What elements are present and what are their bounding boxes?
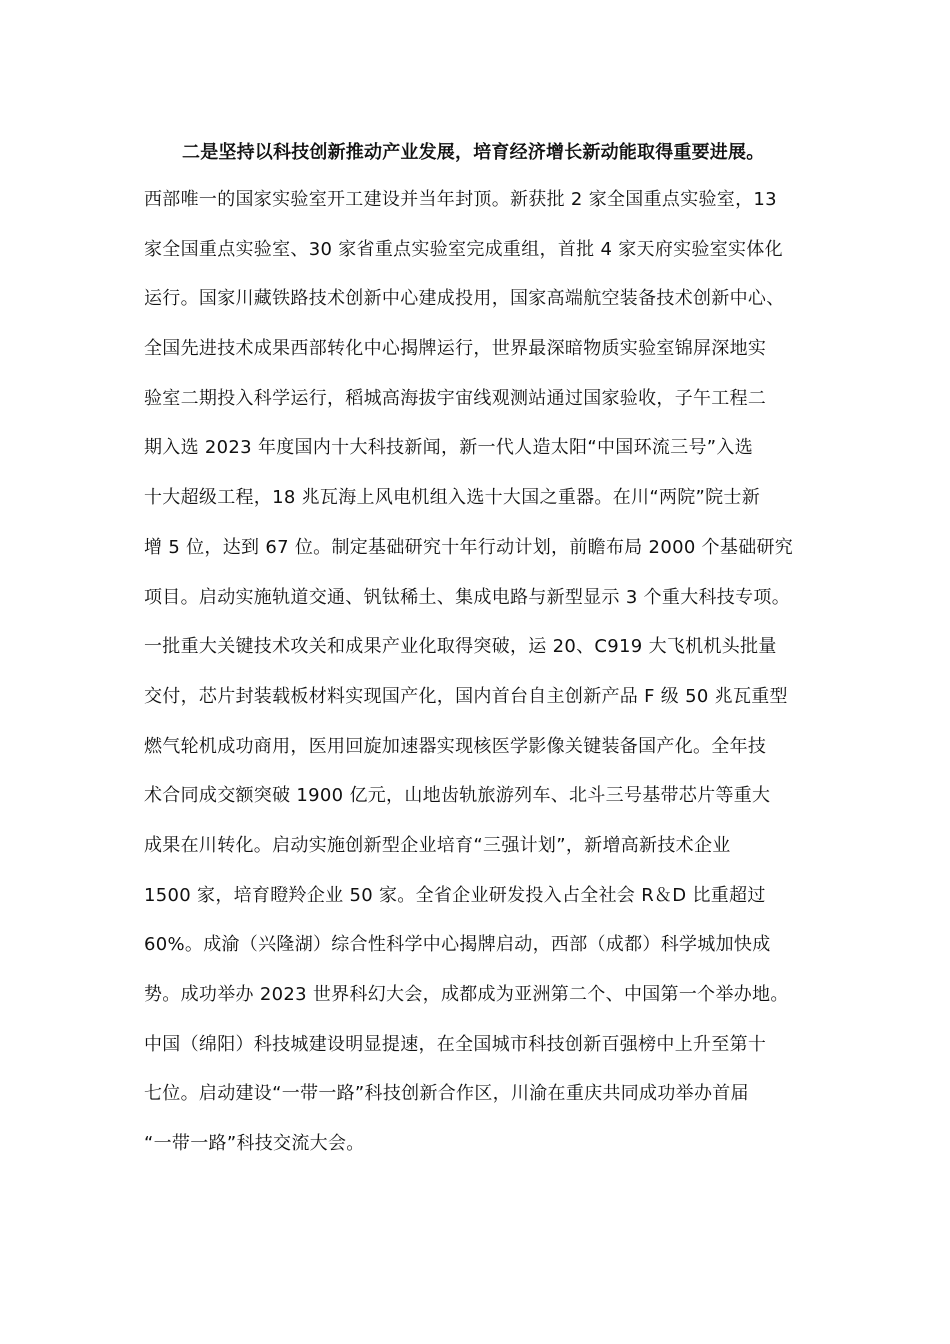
paragraph-line: 项目。启动实施轨道交通、钒钛稀土、集成电路与新型显示 3 个重大科技专项。 [144,586,790,608]
paragraph-line: 交付，芯片封装载板材料实现国产化，国内首台自主创新产品 F 级 50 兆瓦重型 [144,685,788,707]
paragraph-line: 术合同成交额突破 1900 亿元，山地齿轨旅游列车、北斗三号基带芯片等重大 [144,785,771,807]
paragraph-line: 1500 家，培育瞪羚企业 50 家。全省企业研发投入占全社会 R＆D 比重超过 [144,884,766,906]
paragraph-line: 期入选 2023 年度国内十大科技新闻，新一代人造太阳“中国环流三号”入选 [144,437,753,459]
body-paragraph [144,183,844,1177]
paragraph-line: 验室二期投入科学运行，稻城高海拔宇宙线观测站通过国家验收，子午工程二 [144,387,767,409]
paragraph-line: 七位。启动建设“一带一路”科技创新合作区，川渝在重庆共同成功举办首届 [144,1083,749,1105]
paragraph-line: 增 5 位，达到 67 位。制定基础研究十年行动计划，前瞻布局 2000 个基础研究 [144,536,794,558]
paragraph-line: 燃气轮机成功商用，医用回旋加速器实现核医学影像关键装备国产化。全年技 [144,735,767,757]
paragraph-line: “一带一路”科技交流大会。 [144,1133,365,1155]
paragraph-line: 成果在川转化。启动实施创新型企业培育“三强计划”，新增高新技术企业 [144,834,731,856]
paragraph-line: 十大超级工程，18 兆瓦海上风电机组入选十大国之重器。在川“两院”院士新 [144,487,761,509]
paragraph-line: 西部唯一的国家实验室开工建设并当年封顶。新获批 2 家全国重点实验室，13 [144,189,777,210]
paragraph-line: 中国（绵阳）科技城建设明显提速，在全国城市科技创新百强榜中上升至第十 [144,1033,767,1055]
paragraph-line: 一批重大关键技术攻关和成果产业化取得突破，运 20、C919 大飞机机头批量 [144,636,777,658]
paragraph-line: 运行。国家川藏铁路技术创新中心建成投用，国家高端航空装备技术创新中心、 [144,288,785,310]
section-heading: 二是坚持以科技创新推动产业发展，培育经济增长新动能取得重要进展。 [182,142,765,163]
paragraph-line: 家全国重点实验室、30 家省重点实验室完成重组，首批 4 家天府实验室实体化 [144,238,783,260]
paragraph-line: 势。成功举办 2023 世界科幻大会，成都成为亚洲第二个、中国第一个举办地。 [144,984,789,1005]
paragraph-line: 60%。成渝（兴隆湖）综合性科学中心揭牌启动，西部（成都）科学城加快成 [144,934,771,956]
paragraph-line: 全国先进技术成果西部转化中心揭牌运行，世界最深暗物质实验室锦屏深地实 [144,338,767,360]
